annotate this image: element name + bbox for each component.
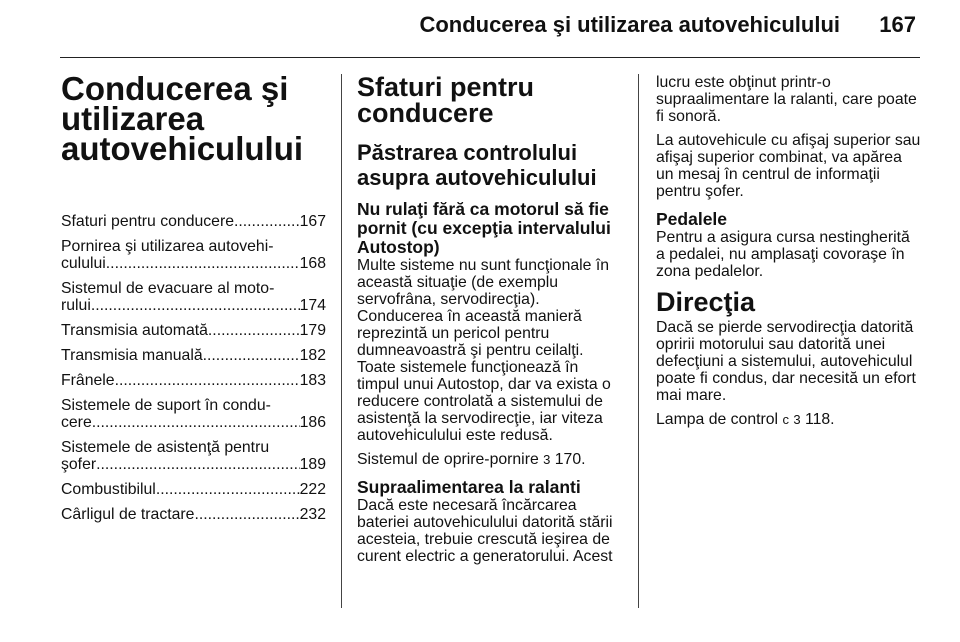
text-line: La autovehicule cu afişaj superior sau [656, 132, 921, 149]
heading-line: Nu rulaţi fără ca motorul să fie [357, 199, 609, 219]
toc-item[interactable] [61, 397, 326, 431]
text-line: un mesaj în centrul de informaţii [656, 166, 880, 183]
text-line: mai mare. [656, 387, 727, 404]
toc-item-page: 186 [299, 414, 326, 431]
toc-leader [194, 506, 299, 523]
toc-item-label: culului [61, 255, 106, 272]
heading-line: Sfaturi pentru [357, 72, 535, 102]
text-line: opririi motorului sau datorită unei [656, 336, 886, 353]
toc-leader [234, 213, 300, 230]
column-divider-1 [341, 74, 342, 608]
text-line: acesteia, trebuie crescută ieşirea de [357, 531, 610, 548]
toc-item-label: Combustibilul [61, 481, 156, 498]
toc-leader [203, 347, 300, 364]
page-number: 167 [879, 12, 916, 37]
toc-item-label: Transmisia automată [61, 322, 208, 339]
steering-warning-icon: c [782, 412, 789, 427]
text-line: dumneavoastră şi pentru ceilalţi. [357, 342, 584, 359]
chapter-title [61, 70, 326, 167]
toc-leader [106, 255, 300, 272]
text-line: zona pedalelor. [656, 263, 764, 280]
toc-item-page: 232 [299, 506, 326, 523]
toc-item-page: 182 [299, 347, 326, 364]
heading-line: Autostop) [357, 237, 440, 257]
column-right [656, 74, 924, 435]
text-line: poate fi condus, dar necesită un efort [656, 370, 916, 387]
toc-item-page: 167 [299, 213, 326, 230]
toc-item-label: Sistemele de asistenţă pentru [61, 439, 270, 456]
subsection-heading [357, 140, 625, 190]
section-heading: Direcţia [656, 287, 756, 317]
column-middle [357, 74, 625, 572]
paragraph [656, 319, 924, 404]
text-line: bateriei autovehiculului datorită stării [357, 514, 613, 531]
topic-heading: Pedalele [656, 209, 728, 229]
toc-leader [115, 372, 300, 389]
paragraph [357, 451, 625, 468]
page-reference-icon: 3 [793, 412, 801, 427]
text-line: supraalimentare la ralanti, care poate [656, 91, 917, 108]
toc-item-page: 174 [299, 297, 326, 314]
paragraph [656, 74, 924, 125]
toc-item[interactable] [61, 238, 326, 272]
toc-item-page: 189 [299, 456, 326, 473]
toc-item[interactable] [61, 347, 326, 364]
toc-item[interactable] [61, 213, 326, 230]
toc-item-page: 222 [299, 481, 326, 498]
toc-item[interactable] [61, 481, 326, 498]
text-line: Dacă se pierde servodirecţia datorită [656, 319, 914, 336]
text-line: asistenţă la servodirecţie, iar viteza [357, 410, 603, 427]
paragraph [656, 229, 924, 280]
table-of-contents [61, 213, 326, 523]
toc-item-label: Pornirea şi utilizarea autovehi- [61, 238, 274, 255]
toc-item[interactable] [61, 439, 326, 473]
page-reference[interactable]: 118. [800, 411, 835, 428]
paragraph [357, 497, 625, 565]
toc-leader [91, 297, 300, 314]
text-line: Pentru a asigura cursa nestingherită [656, 229, 910, 246]
text-line: a pedalei, nu amplasaţi covoraşe în [656, 246, 905, 263]
page-reference[interactable]: 170. [550, 451, 586, 468]
section-heading [357, 74, 625, 126]
toc-item[interactable] [61, 372, 326, 389]
paragraph [656, 411, 924, 428]
text-line: Sistemul de oprire-pornire [357, 451, 544, 468]
toc-leader [208, 322, 300, 339]
text-line: pentru şofer. [656, 183, 744, 200]
toc-item-label: Cârligul de tractare [61, 506, 195, 523]
chapter-title-line: utilizarea [61, 100, 205, 137]
toc-item-label: Transmisia manuală [61, 347, 203, 364]
heading-line: conducere [357, 98, 494, 128]
text-line: Multe sisteme nu sunt funcţionale în [357, 257, 610, 274]
text-line: reprezintă un pericol pentru [357, 325, 550, 342]
header-rule [60, 57, 920, 58]
toc-item[interactable] [61, 280, 326, 314]
heading-line: Păstrarea controlului [357, 140, 578, 165]
text-line: afişaj superior combinat, va apărea [656, 149, 902, 166]
toc-item-label: şofer [61, 456, 97, 473]
text-line: lucru este obţinut printr-o [656, 74, 831, 91]
toc-item-label: Sistemul de evacuare al moto- [61, 280, 275, 297]
toc-item[interactable] [61, 322, 326, 339]
toc-item[interactable] [61, 506, 326, 523]
toc-leader [96, 456, 300, 473]
toc-item-label: Frânele [61, 372, 115, 389]
text-line: Toate sistemele funcţionează în [357, 359, 579, 376]
toc-item-page: 183 [299, 372, 326, 389]
chapter-title-line: Conducerea şi [61, 70, 289, 107]
column-divider-2 [638, 74, 639, 608]
text-line: reducere controlată a sistemului de [357, 393, 603, 410]
text-line: autovehiculului este redusă. [357, 427, 553, 444]
text-line: curent electric a generatorului. Acest [357, 548, 613, 565]
running-header-title: Conducerea şi utilizarea autovehiculului [419, 12, 840, 37]
text-line: timpul unui Autostop, dar va exista o [357, 376, 611, 393]
text-line: Conducerea în această manieră [357, 308, 582, 325]
text-line: Dacă este necesară încărcarea [357, 497, 577, 514]
paragraph [357, 257, 625, 444]
toc-item-page: 168 [299, 255, 326, 272]
paragraph [656, 132, 924, 200]
text-line: Lampa de control [656, 411, 783, 428]
toc-item-label: cere [61, 414, 92, 431]
text-line: defecţiuni a sistemului, autovehiculul [656, 353, 913, 370]
chapter-title-line: autovehiculului [61, 130, 304, 167]
toc-item-label: Sfaturi pentru conducere [61, 213, 234, 230]
text-line: această situaţie (de exemplu [357, 274, 559, 291]
column-left [61, 70, 326, 531]
heading-line: pornit (cu excepţia intervalului [357, 218, 611, 238]
toc-leader [92, 414, 300, 431]
topic-heading: Supraalimentarea la ralanti [357, 477, 581, 497]
text-line: servofrâna, servodirecţia). [357, 291, 540, 308]
text-line: fi sonoră. [656, 108, 721, 125]
toc-item-page: 179 [299, 322, 326, 339]
toc-item-label: rului [61, 297, 91, 314]
topic-heading [357, 200, 625, 257]
heading-line: asupra autovehiculului [357, 165, 597, 190]
toc-leader [156, 481, 300, 498]
toc-item-label: Sistemele de suport în condu- [61, 397, 271, 414]
page-reference-icon: 3 [543, 452, 551, 467]
